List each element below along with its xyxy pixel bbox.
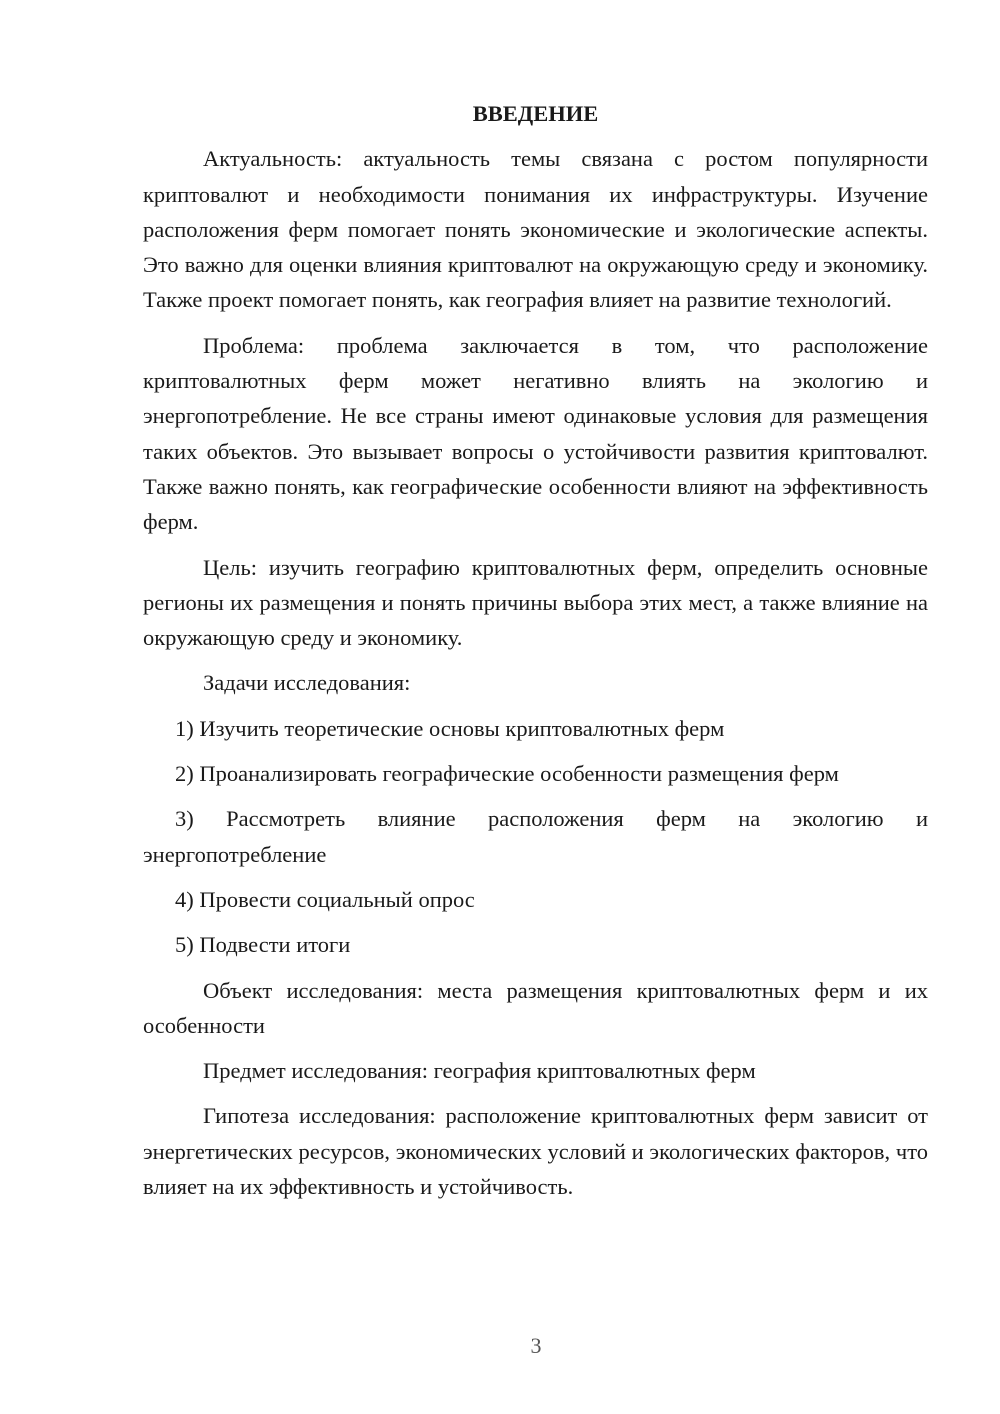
task-item: 3) Рассмотреть влияние расположения ферм на экологию и энергопотребление <box>143 806 928 867</box>
paragraph-hypothesis: Гипотеза исследования: расположение криптовалютных ферм зависит от энергетических ресурсов, экономических условий и экологических факторов, что влияет на их эффективность и устойчивость. <box>143 1103 928 1200</box>
task-item: 1) Изучить теоретические основы криптовалютных ферм <box>175 715 725 741</box>
paragraph-subject: Предмет исследования: география криптовалютных ферм <box>203 1058 756 1084</box>
paragraph-relevance: Актуальность: актуальность темы связана с ростом популярности криптовалют и необходимости понимания их инфраструктуры. Изучение расположения ферм помогает понять экономические и экологические аспекты. Это важно для оценки влияния криптовалют на окружающую среду и экономику. Также проект помогает понять, как география влияет на развитие технологий. <box>143 146 928 313</box>
paragraph-tasks-heading: Задачи исследования: <box>203 670 411 696</box>
task-item: 4) Провести социальный опрос <box>175 886 475 912</box>
document-body <box>143 96 928 1214</box>
paragraph-goal: Цель: изучить географию криптовалютных ферм, определить основные регионы их размещения и понять причины выбора этих мест, а также влияние на окружающую среду и экономику. <box>143 554 928 651</box>
paragraph-object: Объект исследования: места размещения криптовалютных ферм и их особенности <box>143 977 928 1038</box>
task-item: 2) Проанализировать географические особенности размещения ферм <box>175 761 839 787</box>
task-item: 5) Подвести итоги <box>175 932 351 958</box>
section-title: ВВЕДЕНИЕ <box>472 101 599 126</box>
page-number: 3 <box>530 1333 542 1358</box>
paragraph-problem: Проблема: проблема заключается в том, что расположение криптовалютных ферм может негативно влиять на экологию и энергопотребление. Не все страны имеют одинаковые условия для размещения таких объектов. Это вызывает вопросы о устойчивости развития криптовалют. Также важно понять, как географические особенности влияют на эффективность ферм. <box>143 332 928 535</box>
